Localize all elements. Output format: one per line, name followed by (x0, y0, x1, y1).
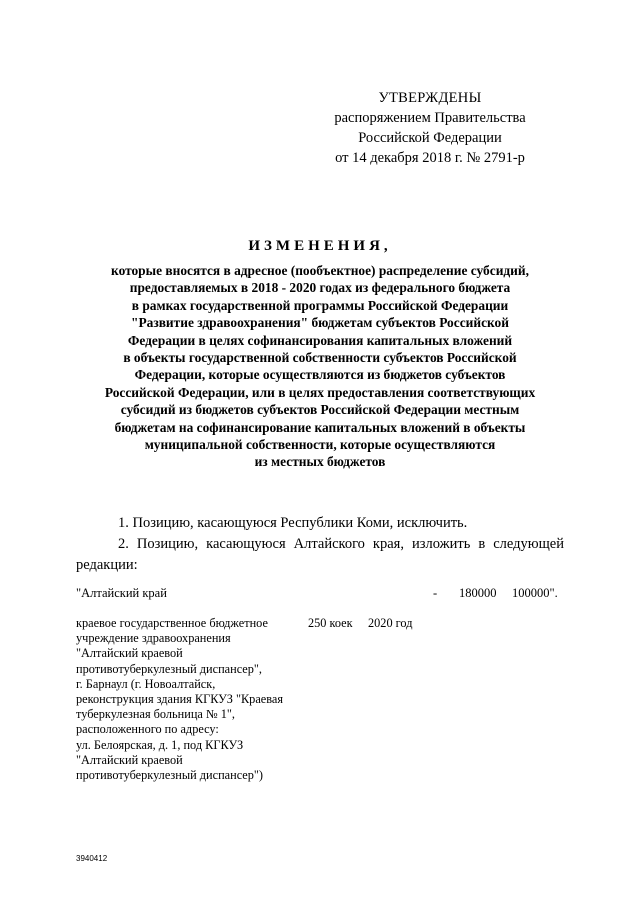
description-line: реконструкция здания КГКУЗ "Краевая (76, 692, 283, 707)
subtitle-line: субсидий из бюджетов субъектов Российской Федерации местным (120, 402, 520, 418)
commissioning-year: 2020 год (368, 616, 413, 630)
capacity-value: 250 коек (308, 616, 353, 630)
row-dash: - (433, 586, 438, 600)
description-line: ул. Белоярская, д. 1, под КГКУЗ (76, 737, 244, 752)
description-line: "Алтайский краевой (76, 646, 183, 661)
approval-heading: УТВЕРЖДЕНЫ (378, 90, 482, 106)
approval-line-3: от 14 декабря 2018 г. № 2791-р (335, 150, 525, 166)
approval-line-2: Российской Федерации (358, 130, 502, 146)
approval-line-1: распоряжением Правительства (334, 110, 526, 126)
description-line: "Алтайский краевой (76, 752, 183, 767)
paragraph-2: 2. Позицию, касающуюся Алтайского края, изложить в следующей редакции: (76, 536, 564, 573)
description-line: г. Барнаул (г. Новоалтайск, (76, 676, 216, 691)
subtitle-line: из местных бюджетов (254, 454, 386, 470)
description-line: расположенного по адресу: (76, 722, 219, 737)
paragraph-1: 1. Позицию, касающуюся Республики Коми, исключить. (118, 515, 468, 531)
description-line: краевое государственное бюджетное (76, 616, 268, 630)
document-subtitle (70, 262, 570, 471)
row-value-2: 100000". (512, 586, 558, 600)
subtitle-line: которые вносятся в адресное (пообъектное) распределение субсидий, (111, 263, 529, 278)
description-line: противотуберкулезный диспансер") (76, 768, 264, 783)
approval-block (300, 88, 560, 168)
subtitle-line: в рамках государственной программы Российской Федерации (131, 297, 509, 313)
subtitle-line: муниципальной собственности, которые осуществляются (144, 437, 496, 453)
subtitle-line: в объекты государственной собственности субъектов Российской (123, 350, 517, 366)
description-line: противотуберкулезный диспансер", (76, 661, 263, 676)
object-description (76, 616, 296, 783)
description-line: учреждение здравоохранения (76, 631, 231, 646)
subtitle-line: Федерации, которые осуществляются из бюджетов субъектов (134, 367, 506, 383)
description-line: туберкулезная больница № 1", (76, 707, 235, 722)
subtitle-line: бюджетам на софинансирование капитальных вложений в объекты (114, 419, 526, 435)
row-region-name: "Алтайский край (76, 586, 167, 600)
subtitle-line: Российской Федерации, или в целях предоставления соответствующих (104, 384, 536, 400)
document-title: ИЗМЕНЕНИЯ, (248, 238, 392, 254)
subtitle-line: "Развитие здравоохранения" бюджетам субъектов Российской (131, 315, 509, 331)
subtitle-line: Федерации в целях софинансирования капитальных вложений (127, 332, 513, 348)
row-value-1: 180000 (459, 586, 497, 600)
subtitle-line: предоставляемых в 2018 - 2020 годах из федерального бюджета (129, 280, 511, 296)
document-code: 3940412 (76, 854, 108, 863)
table-row (76, 584, 566, 602)
